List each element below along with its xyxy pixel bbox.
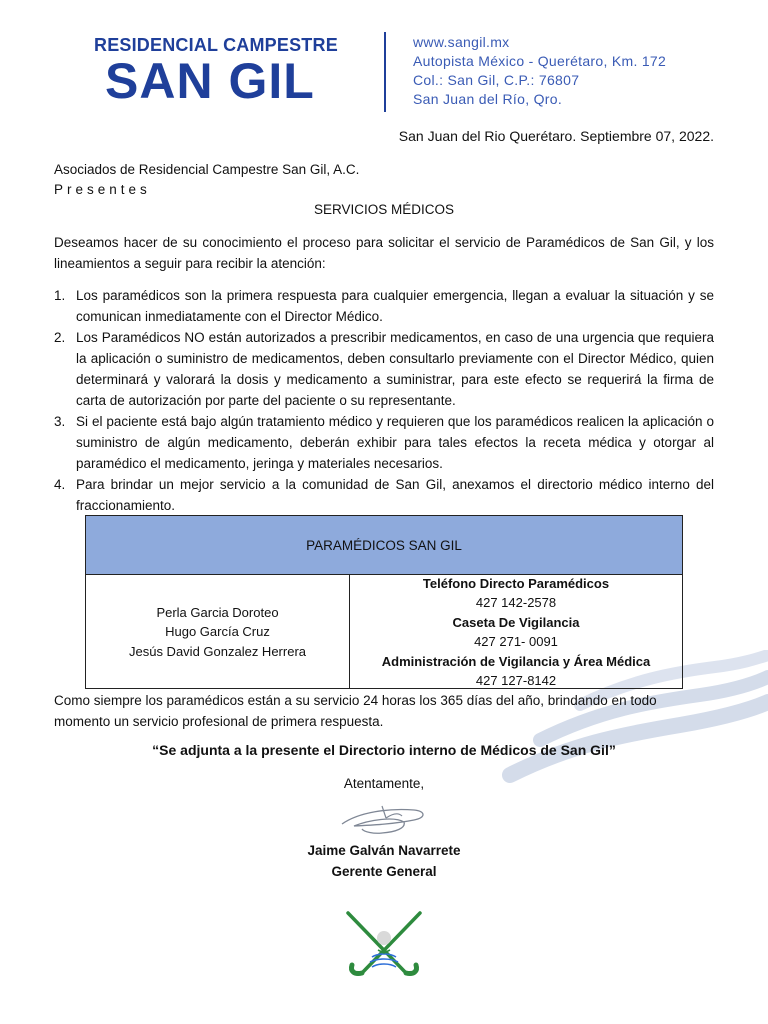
contact-label: Administración de Vigilancia y Área Médica [381,653,651,669]
list-text: Los paramédicos son la primera respuesta para cualquier emergencia, llegan a evaluar la situación y se comunican inmediatamente con el Director Médico. [76,288,714,324]
list-text: Los Paramédicos NO están autorizados a prescribir medicamentos, en caso de una urgencia que requiera la aplicación o suministro de medicamentos, deben consultarlo previamente con el Director Médico, quien determinará y valorará la dosis y medicamento a suministrar, para este efecto se requerirá la firma de carta de autorización por parte del paciente o su representante. [76,330,714,408]
handwritten-signature [334,800,434,840]
contact-phone: 427 271- 0091 [474,634,558,649]
list-number: 3. [54,414,66,429]
signer-title: Gerente General [331,864,437,879]
address-line: Col.: San Gil, C.P.: 76807 [413,72,580,88]
list-text: Para brindar un mejor servicio a la comunidad de San Gil, anexamos el directorio médico interno del fraccionamiento. [76,477,714,513]
paramedics-table [85,515,683,689]
contact-label: Caseta De Vigilancia [452,614,580,630]
table-header: PARAMÉDICOS SAN GIL [86,516,682,575]
website-link[interactable]: www.sangil.mx [413,34,510,50]
contact-phone: 427 127-8142 [475,673,557,688]
paramedic-name: Perla Garcia Doroteo [156,604,279,620]
contact-numbers-cell [350,575,682,689]
list-item [54,411,714,474]
list-number: 2. [54,330,66,345]
list-number: 1. [54,288,66,303]
signer-name: Jaime Galván Navarrete [307,843,461,858]
contact-label: Teléfono Directo Paramédicos [422,575,610,591]
address-line: San Juan del Río, Qro. [413,91,563,107]
table-body [86,575,682,689]
list-item [54,474,714,516]
letter-date: San Juan del Rio Querétaro. Septiembre 07, 2022. [398,128,714,144]
attachment-note: “Se adjunta a la presente el Directorio interno de Médicos de San Gil” [152,742,616,758]
golf-clubs-logo-icon [334,905,434,987]
list-item [54,285,714,327]
logo-title-line1: RESIDENCIAL CAMPESTRE [94,35,338,55]
address-line: Autopista México - Querétaro, Km. 172 [413,53,667,69]
recipient-greeting: Presentes [54,182,151,197]
paramedic-name: Hugo García Cruz [165,624,270,640]
valediction: Atentamente, [343,776,425,791]
paramedic-names-cell [86,575,350,689]
list-number: 4. [54,477,66,492]
list-text: Si el paciente está bajo algún tratamiento médico y requieren que los paramédicos realicen la aplicación o suministro de algún medicamento, deberán exhibir para tales efectos la receta médica y otorgar al paramédico el medicamento, jeringa y materiales necesarios. [76,414,714,471]
guidelines-list [54,285,714,516]
contact-phone: 427 142-2578 [475,595,557,610]
logo-title-line2: SAN GIL [105,53,315,109]
paramedic-name: Jesús David Gonzalez Herrera [128,643,307,659]
header-divider [384,32,386,112]
signer-block [0,840,768,882]
subject-heading: SERVICIOS MÉDICOS [313,202,455,217]
recipient-name: Asociados de Residencial Campestre San Gil, A.C. [54,162,360,177]
intro-paragraph: Deseamos hacer de su conocimiento el proceso para solicitar el servicio de Paramédicos de San Gil, y los lineamientos a seguir para recibir la atención: [54,235,714,271]
list-item [54,327,714,411]
closing-paragraph: Como siempre los paramédicos están a su servicio 24 horas los 365 días del año, brindando en todo momento un servicio profesional de primera respuesta. [54,693,657,729]
contact-block [413,33,666,109]
recipient-block [54,160,359,200]
